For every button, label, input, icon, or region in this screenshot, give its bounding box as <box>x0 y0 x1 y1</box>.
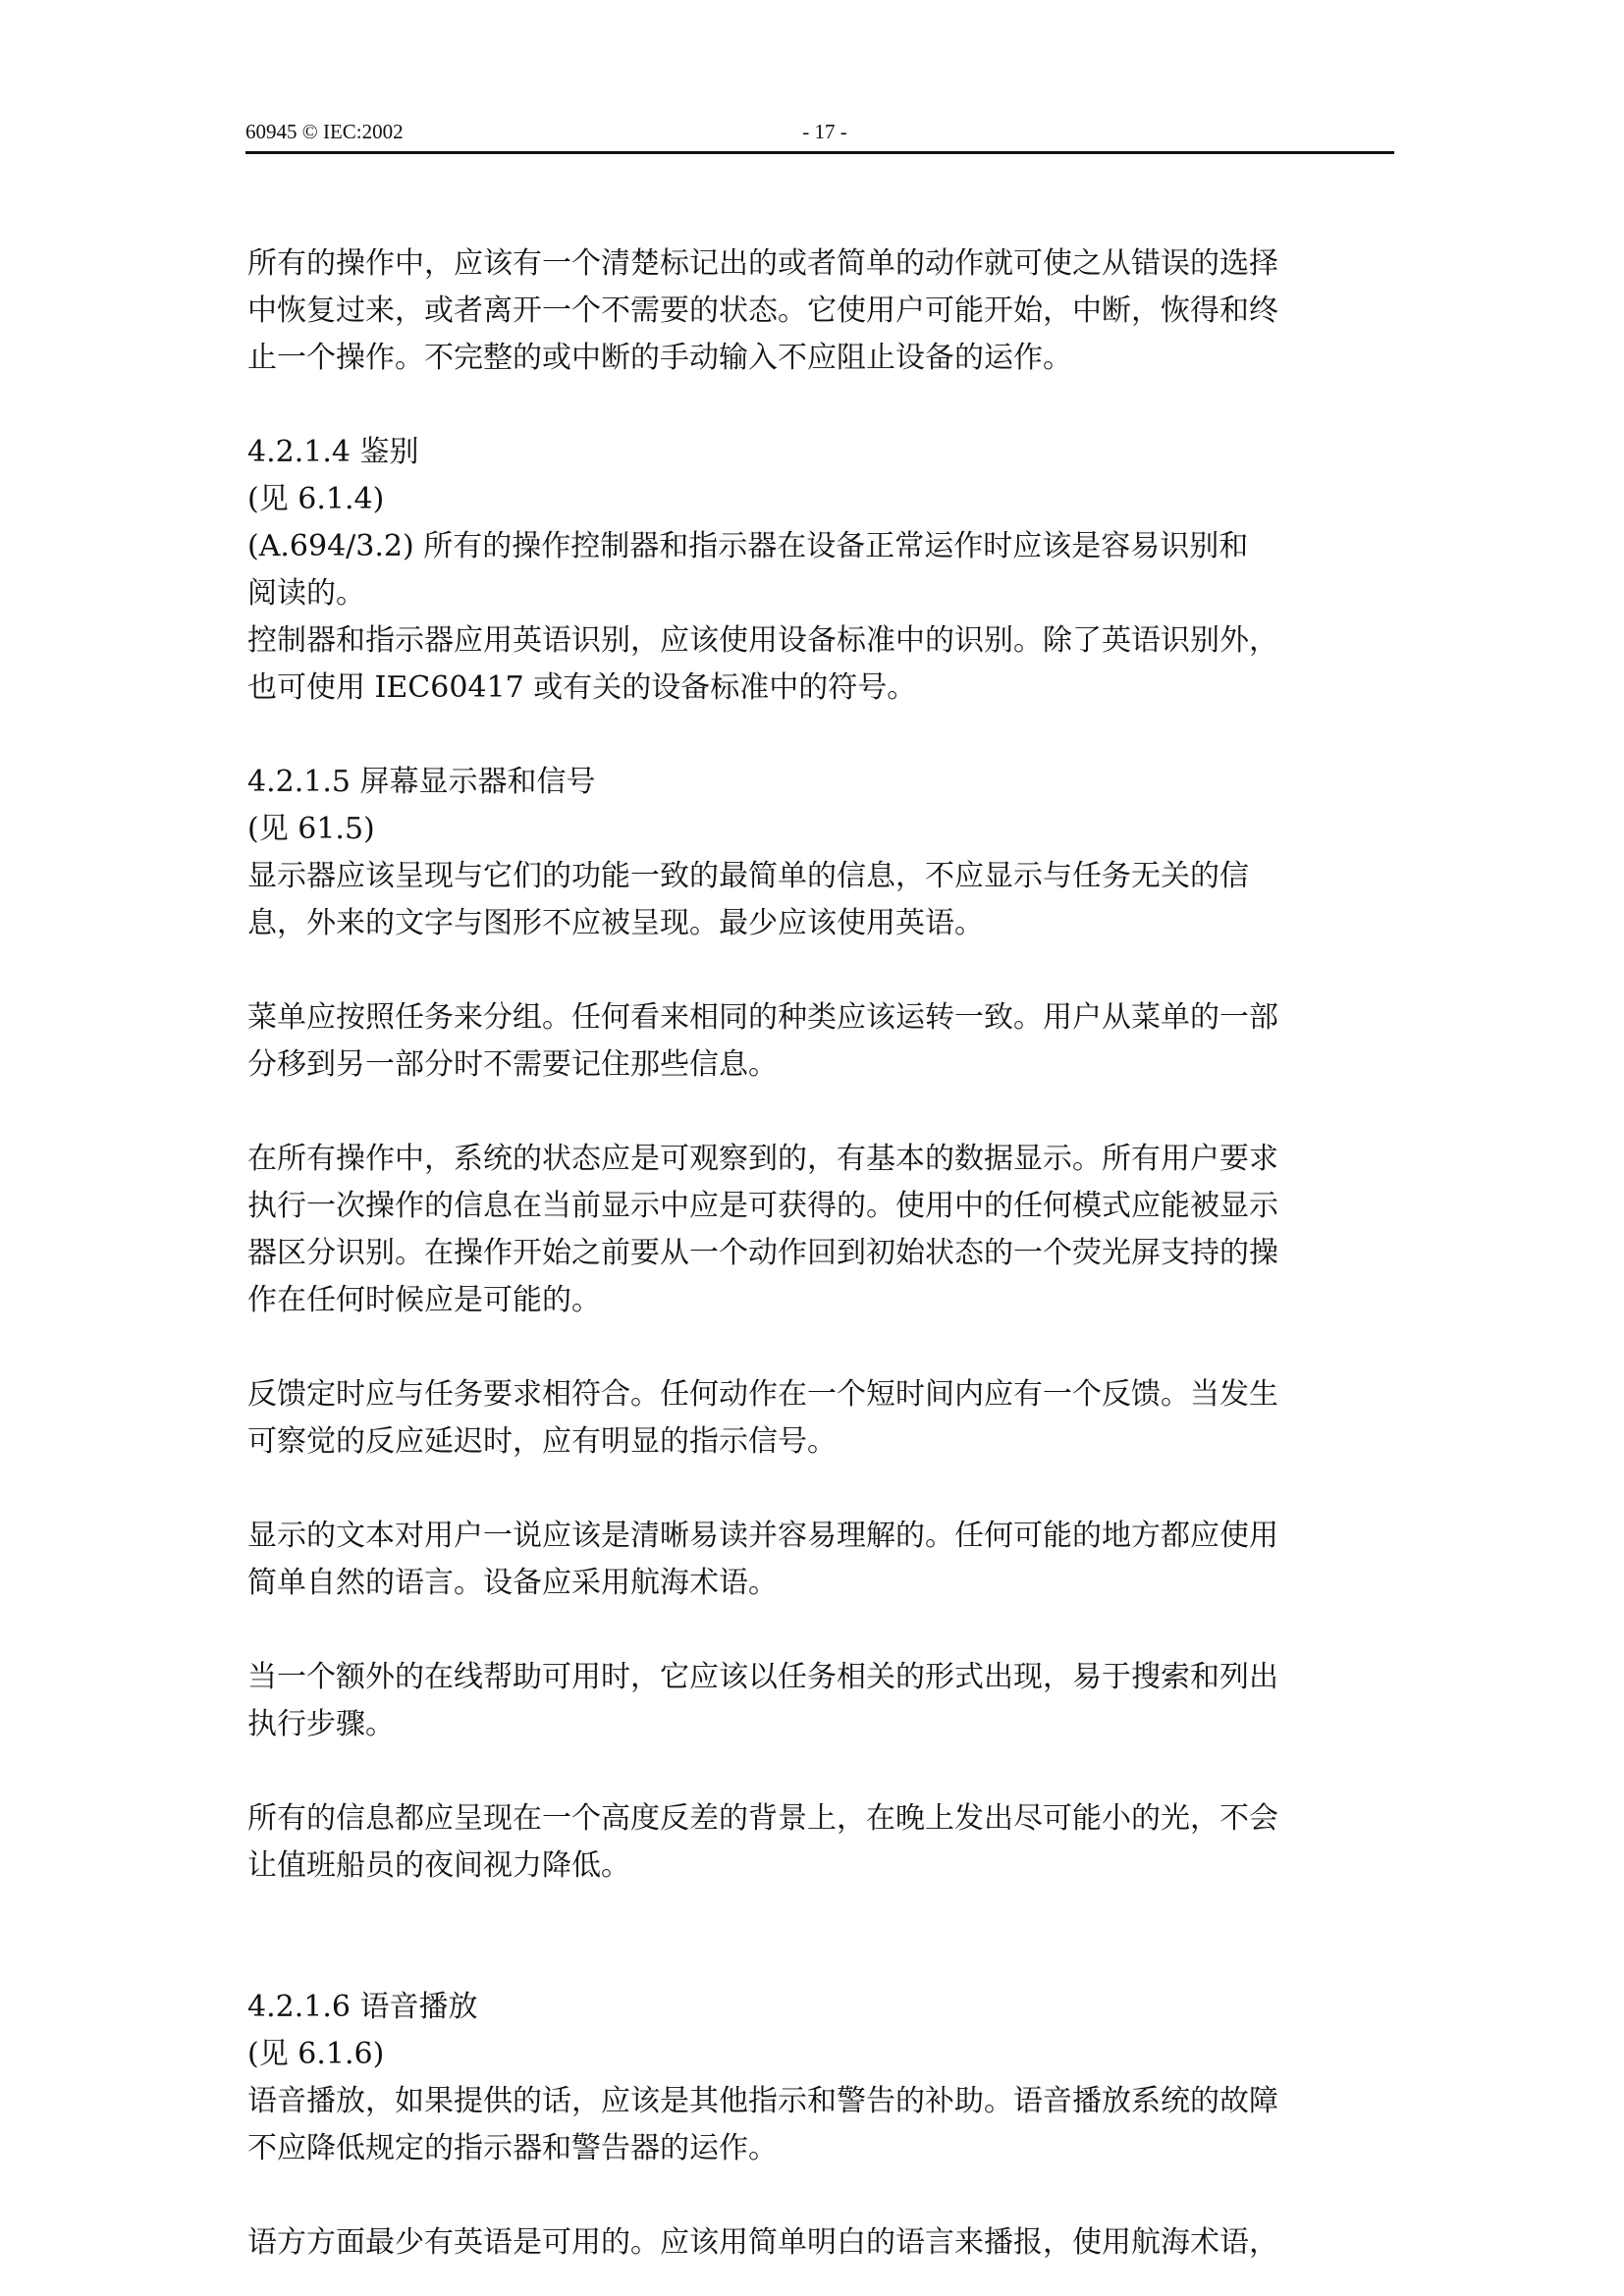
text-line: 执行步骤。 <box>247 1707 395 1741</box>
page-number: - 17 - <box>802 120 847 143</box>
text-line: 控制器和指示器应用英语识别，应该使用设备标准中的识别。除了英语识别外， <box>247 623 1278 658</box>
page-body <box>247 240 1391 2267</box>
text-line: 简单自然的语言。设备应采用航海术语。 <box>247 1566 778 1600</box>
text-line: 不应降低规定的指示器和警告器的运作。 <box>247 2131 778 2165</box>
section-heading: 4.2.1.5 屏幕显示器和信号 <box>247 765 596 799</box>
document-reference: 60945 © IEC:2002 <box>245 120 404 143</box>
text-line: 中恢复过来，或者离开一个不需要的状态。它使用户可能开始，中断，恢得和终 <box>247 294 1278 328</box>
section-4-2-1-4 <box>247 429 1391 712</box>
paragraph-recovery <box>247 240 1391 382</box>
section-reference: (见 61.5) <box>247 812 375 846</box>
text-line: 显示的文本对用户一说应该是清晰易读并容易理解的。任何可能的地方都应使用 <box>247 1519 1278 1553</box>
text-line: 让值班船员的夜间视力降低。 <box>247 1848 630 1883</box>
text-line: 分移到另一部分时不需要记住那些信息。 <box>247 1047 778 1082</box>
page-header <box>245 116 1394 154</box>
text-line: 所有的信息都应呈现在一个高度反差的背景上，在晚上发出尽可能小的光，不会 <box>247 1801 1278 1836</box>
text-line: 当一个额外的在线帮助可用时，它应该以任务相关的形式出现，易于搜索和列出 <box>247 1660 1278 1694</box>
text-line: 可察觉的反应延迟时，应有明显的指示信号。 <box>247 1424 837 1459</box>
text-line: 也可使用 IEC60417 或有关的设备标准中的符号。 <box>247 670 917 705</box>
section-heading: 4.2.1.6 语音播放 <box>247 1990 478 2024</box>
text-line: 菜单应按照任务来分组。任何看来相同的种类应该运转一致。用户从菜单的一部 <box>247 1000 1278 1035</box>
text-line: 息，外来的文字与图形不应被呈现。最少应该使用英语。 <box>247 906 984 940</box>
text-line: 显示器应该呈现与它们的功能一致的最简单的信息，不应显示与任务无关的信 <box>247 859 1249 893</box>
text-line: 器区分识别。在操作开始之前要从一个动作回到初始状态的一个荧光屏支持的操 <box>247 1236 1278 1270</box>
text-line: 阅读的。 <box>247 576 365 611</box>
text-line: 止一个操作。不完整的或中断的手动输入不应阻止设备的运作。 <box>247 341 1072 375</box>
section-reference: (见 6.1.4) <box>247 482 385 516</box>
section-4-2-1-6 <box>247 1984 1391 2267</box>
text-line: 作在任何时候应是可能的。 <box>247 1283 601 1317</box>
text-line: 所有的操作中，应该有一个清楚标记出的或者简单的动作就可使之从错误的选择 <box>247 246 1278 281</box>
section-heading: 4.2.1.4 鉴别 <box>247 435 419 469</box>
section-reference: (见 6.1.6) <box>247 2037 385 2071</box>
text-line: 执行一次操作的信息在当前显示中应是可获得的。使用中的任何模式应能被显示 <box>247 1189 1278 1223</box>
text-line: 语方方面最少有英语是可用的。应该用简单明白的语言来播报，使用航海术语， <box>247 2225 1278 2260</box>
text-line: (A.694/3.2) 所有的操作控制器和指示器在设备正常运作时应该是容易识别和 <box>247 529 1249 563</box>
text-line: 反馈定时应与任务要求相符合。任何动作在一个短时间内应有一个反馈。当发生 <box>247 1377 1278 1412</box>
text-line: 语音播放，如果提供的话，应该是其他指示和警告的补助。语音播放系统的故障 <box>247 2084 1278 2118</box>
text-line: 在所有操作中，系统的状态应是可观察到的，有基本的数据显示。所有用户要求 <box>247 1142 1278 1176</box>
section-4-2-1-5 <box>247 759 1391 1890</box>
